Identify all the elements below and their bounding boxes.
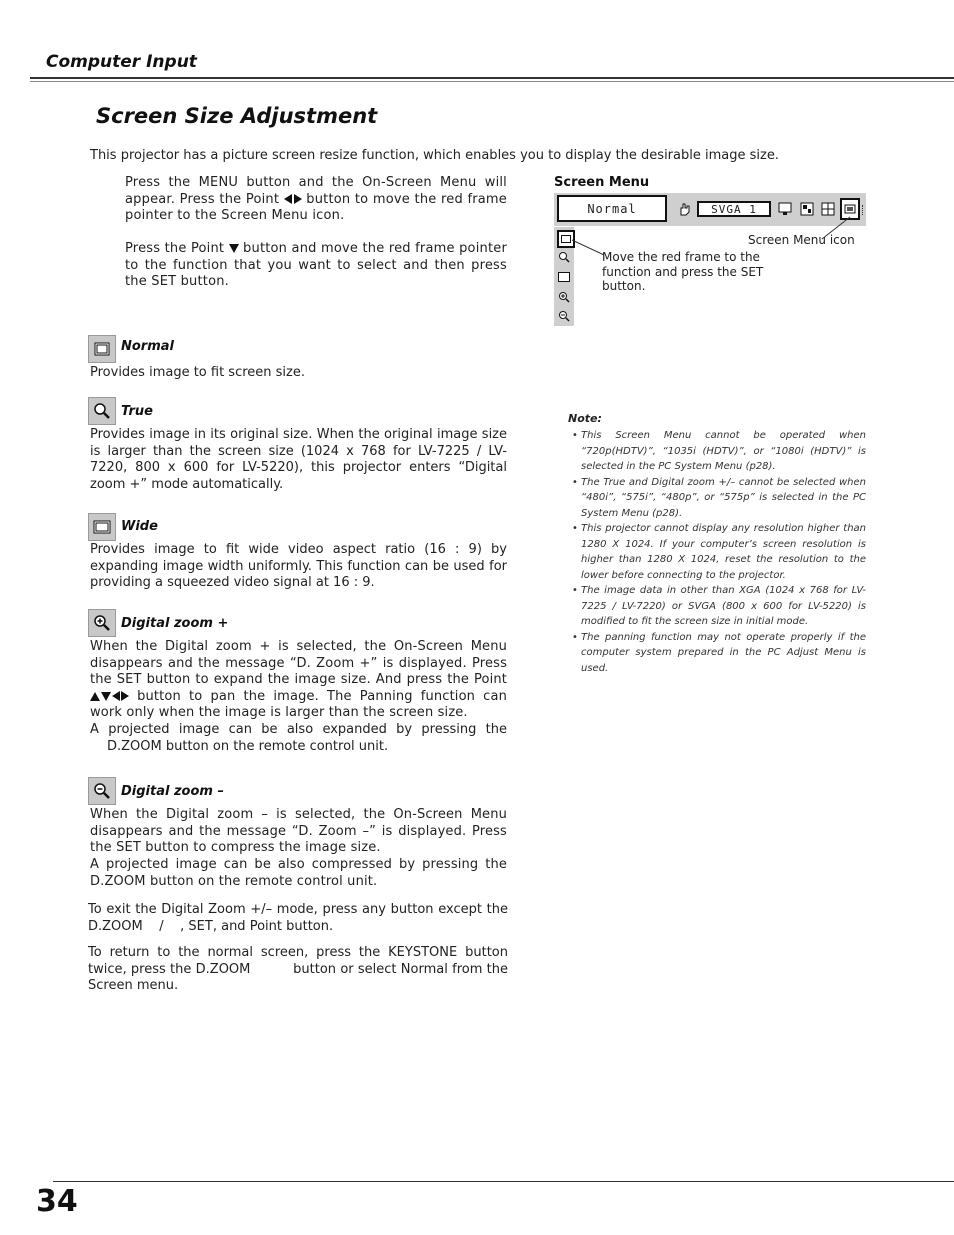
page-number: 34 <box>36 1184 78 1219</box>
return-normal-text: To return to the normal screen, press the KEYSTONE button twice, press the D.ZOOM button or select Normal from the Screen menu. <box>88 945 513 993</box>
zoom-plus-text-d: button on the remote control unit. <box>165 738 389 754</box>
wide-title: Wide <box>121 519 158 534</box>
zoom-plus-icon <box>88 609 116 637</box>
step-1 <box>125 175 507 225</box>
zoom-minus-side-icon <box>557 309 571 323</box>
callout-red-frame: Move the red frame to the function and press the SET button. <box>602 250 764 293</box>
footer-rule <box>53 1181 954 1182</box>
wide-side-icon <box>557 270 571 284</box>
zoom-minus-text-b: A projected image can be also compressed by pressing the D.ZOOM <box>90 857 507 889</box>
figure-label: Screen Menu <box>554 175 650 190</box>
note-item: • The panning function may not operate properly if the computer system prepared in the PC Adjust Menu is used. <box>568 630 866 677</box>
point-down-icon <box>101 692 111 701</box>
zoom-plus-text-c: A projected image can be also expanded by pressing the D.ZOOM <box>90 722 507 754</box>
zoom-minus-title: Digital zoom – <box>121 784 224 799</box>
zoom-plus-text-b: button to pan the image. The Panning function can work only when the image is larger than the screen size. <box>90 688 507 720</box>
zoom-plus-remote <box>90 722 507 755</box>
zoom-minus-text-c: button on the remote control unit. <box>149 873 378 889</box>
normal-icon <box>88 335 116 363</box>
step-2 <box>125 241 507 291</box>
zoom-minus-icon <box>88 777 116 805</box>
point-down-icon <box>229 244 239 253</box>
zoom-minus-body: When the Digital zoom – is selected, the On-Screen Menu disappears and the message “D. Zoom –” is displayed. Press the SET button to compress the image size. <box>90 807 507 855</box>
note-item: • This Screen Menu cannot be operated when “720p(HDTV)”, “1035i (HDTV)”, or “1080i (HDTV)” is selected in the PC System Menu (p28). <box>568 428 866 475</box>
zoom-plus-body <box>90 639 507 722</box>
zoom-minus-remote <box>90 857 507 890</box>
normal-body: Provides image to fit screen size. <box>90 365 305 380</box>
menu-bar-edge <box>862 205 866 215</box>
step-1-text-a: Press the MENU button and the On-Screen Menu will appear. Press the Point <box>125 175 507 207</box>
section-header: Computer Input <box>46 52 197 72</box>
note-list <box>568 428 866 676</box>
note-item: • This projector cannot display any resolution higher than 1280 X 1024. If your computer’s screen resolution is higher than 1280 X 1024, reset the resolution to the lower before connecting to the projector. <box>568 521 866 583</box>
step-1-text-b: button to move the red frame pointer to the Screen Menu icon. <box>125 191 507 223</box>
step-2-text-a: Press the Point <box>125 241 225 256</box>
menu-svga-box: SVGA 1 <box>697 201 771 217</box>
page-title: Screen Size Adjustment <box>96 104 378 128</box>
note-item: • The True and Digital zoom +/– cannot be selected when “480i”, “575i”, “480p”, or “575p” is selected in the PC System Menu (p28). <box>568 475 866 522</box>
point-left-icon <box>284 194 292 204</box>
intro-text: This projector has a picture screen resize function, which enables you to display the desirable image size. <box>90 148 779 163</box>
true-icon <box>88 397 116 425</box>
normal-title: Normal <box>121 339 174 354</box>
wide-body: Provides image to fit wide video aspect ratio (16 : 9) by expanding image width uniformly. This function can be used for providing a squeezed video signal at 16 : 9. <box>90 542 507 590</box>
zoom-plus-text-a: When the Digital zoom + is selected, the On-Screen Menu disappears and the message “D. Zoom +” is displayed. Press the SET button to expand the image size. And press the Point <box>90 639 507 687</box>
point-left-icon <box>112 691 120 701</box>
note-heading: Note: <box>568 412 602 425</box>
header-rule-thin <box>30 81 954 82</box>
point-right-icon <box>121 691 129 701</box>
header-rule <box>30 77 954 79</box>
step-2-text-b: button and move the red frame pointer to the function that you want to select and then press the SET button. <box>125 241 507 289</box>
menu-normal-box: Normal <box>557 195 667 222</box>
true-body: Provides image in its original size. When the original image size is larger than the screen size (1024 x 768 for LV-7225 / LV-7220, 800 x 600 for LV-5220), this projector enters “Digital zoom +” mode automatically. <box>90 427 507 492</box>
callout-screen-menu-icon: Screen Menu icon <box>748 233 855 247</box>
zoom-plus-side-icon <box>557 290 571 304</box>
true-title: True <box>121 404 153 419</box>
point-up-icon <box>90 692 100 701</box>
wide-icon <box>88 513 116 541</box>
zoom-plus-title: Digital zoom + <box>121 616 229 631</box>
note-item: • The image data in other than XGA (1024 x 768 for LV-7225 / LV-7220) or SVGA (800 x 600 for LV-5220) is modified to fit the screen size in initial mode. <box>568 583 866 630</box>
point-right-icon <box>294 194 302 204</box>
exit-zoom-text: To exit the Digital Zoom +/– mode, press any button except the D.ZOOM / , SET, and Point button. <box>88 902 513 934</box>
